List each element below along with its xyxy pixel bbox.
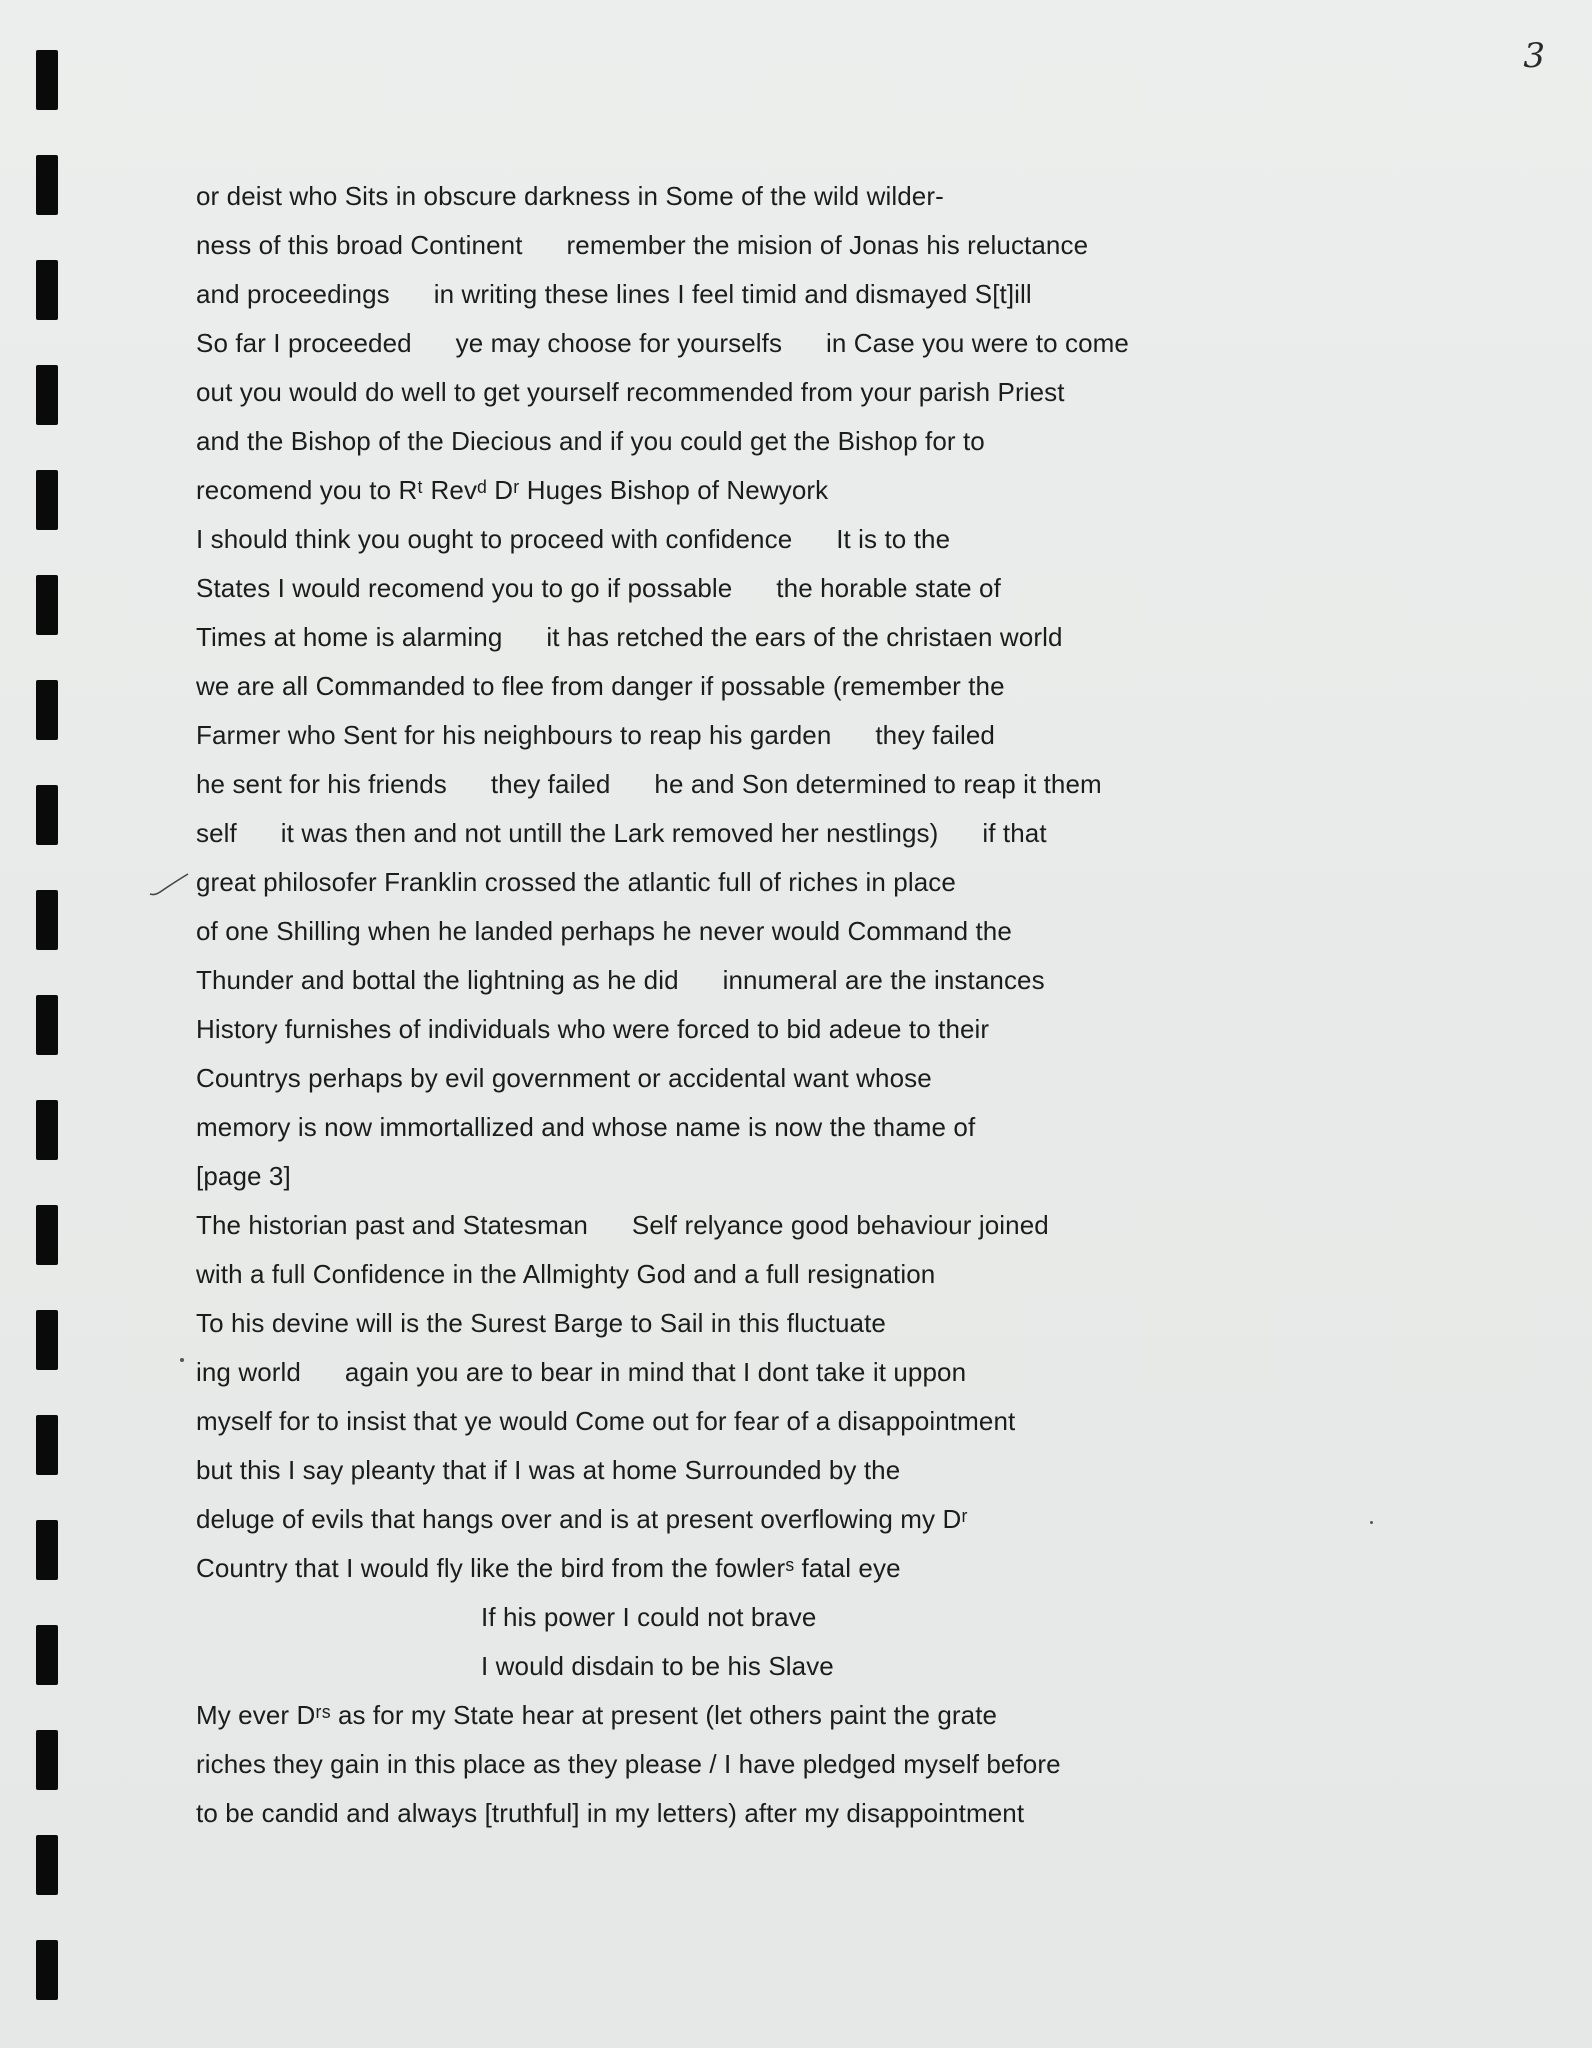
text-line: Countrys perhaps by evil government or accidental want whose bbox=[196, 1063, 932, 1093]
text-line: I should think you ought to proceed with confidence It is to the bbox=[196, 524, 951, 554]
text-line: Farmer who Sent for his neighbours to reap his garden they failed bbox=[196, 720, 995, 750]
text-line: out you would do well to get yourself recommended from your parish Priest bbox=[196, 377, 1065, 407]
text-line: States I would recomend you to go if possable the horable state of bbox=[196, 573, 1001, 603]
text-line: we are all Commanded to flee from danger if possable (remember the bbox=[196, 671, 1005, 701]
typed-transcript bbox=[196, 172, 1196, 1838]
page-speck bbox=[180, 1358, 184, 1362]
punch-hole bbox=[36, 1835, 58, 1895]
text-line: deluge of evils that hangs over and is at present overflowing my Dʳ bbox=[196, 1504, 968, 1534]
text-line: Country that I would fly like the bird from the fowlerˢ fatal eye bbox=[196, 1553, 901, 1583]
text-line: To his devine will is the Surest Barge to Sail in this fluctuate bbox=[196, 1308, 886, 1338]
page-speck bbox=[1370, 1521, 1373, 1524]
text-line: Thunder and bottal the lightning as he did innumeral are the instances bbox=[196, 965, 1045, 995]
punch-hole bbox=[36, 155, 58, 215]
text-line: History furnishes of individuals who were forced to bid adeue to their bbox=[196, 1014, 990, 1044]
page-number: 3 bbox=[1523, 36, 1545, 76]
verse-line: If his power I could not brave bbox=[481, 1602, 817, 1632]
verse-line: I would disdain to be his Slave bbox=[481, 1651, 834, 1681]
punch-hole bbox=[36, 1625, 58, 1685]
text-line: ness of this broad Continent remember the mision of Jonas his reluctance bbox=[196, 230, 1089, 260]
punch-hole bbox=[36, 1730, 58, 1790]
text-line: myself for to insist that ye would Come out for fear of a disappointment bbox=[196, 1406, 1016, 1436]
text-line: ing world again you are to bear in mind that I dont take it uppon bbox=[196, 1357, 967, 1387]
punch-hole bbox=[36, 260, 58, 320]
punch-hole bbox=[36, 995, 58, 1055]
text-line: and the Bishop of the Diecious and if you could get the Bishop for to bbox=[196, 426, 985, 456]
text-line: he sent for his friends they failed he and Son determined to reap it them bbox=[196, 769, 1102, 799]
text-line: recomend you to Rᵗ Revᵈ Dʳ Huges Bishop of Newyork bbox=[196, 475, 829, 505]
text-line: So far I proceeded ye may choose for yourselfs in Case you were to come bbox=[196, 328, 1129, 358]
punch-hole bbox=[36, 575, 58, 635]
punch-hole bbox=[36, 470, 58, 530]
margin-check-mark bbox=[148, 870, 190, 900]
page-marker: [page 3] bbox=[196, 1161, 291, 1191]
punch-hole bbox=[36, 50, 58, 110]
punch-hole bbox=[36, 1310, 58, 1370]
punch-hole bbox=[36, 680, 58, 740]
text-line: great philosofer Franklin crossed the atlantic full of riches in place bbox=[196, 867, 956, 897]
punch-hole bbox=[36, 1415, 58, 1475]
text-line: memory is now immortallized and whose name is now the thame of bbox=[196, 1112, 976, 1142]
punch-hole bbox=[36, 1100, 58, 1160]
punch-hole bbox=[36, 785, 58, 845]
punch-hole-strip bbox=[36, 0, 60, 2048]
text-line: of one Shilling when he landed perhaps he never would Command the bbox=[196, 916, 1012, 946]
punch-hole bbox=[36, 1205, 58, 1265]
text-line: to be candid and always [truthful] in my letters) after my disappointment bbox=[196, 1798, 1025, 1828]
punch-hole bbox=[36, 1520, 58, 1580]
text-line: My ever Dʳˢ as for my State hear at present (let others paint the grate bbox=[196, 1700, 998, 1730]
text-line: with a full Confidence in the Allmighty God and a full resignation bbox=[196, 1259, 936, 1289]
punch-hole bbox=[36, 890, 58, 950]
text-line: or deist who Sits in obscure darkness in Some of the wild wilder- bbox=[196, 181, 944, 211]
punch-hole bbox=[36, 365, 58, 425]
text-line: Times at home is alarming it has retched the ears of the christaen world bbox=[196, 622, 1063, 652]
text-line: riches they gain in this place as they please / I have pledged myself before bbox=[196, 1749, 1061, 1779]
text-line: self it was then and not untill the Lark removed her nestlings) if that bbox=[196, 818, 1047, 848]
text-line: and proceedings in writing these lines I feel timid and dismayed S[t]ill bbox=[196, 279, 1032, 309]
punch-hole bbox=[36, 1940, 58, 2000]
text-line: The historian past and Statesman Self relyance good behaviour joined bbox=[196, 1210, 1049, 1240]
text-line: but this I say pleanty that if I was at home Surrounded by the bbox=[196, 1455, 901, 1485]
